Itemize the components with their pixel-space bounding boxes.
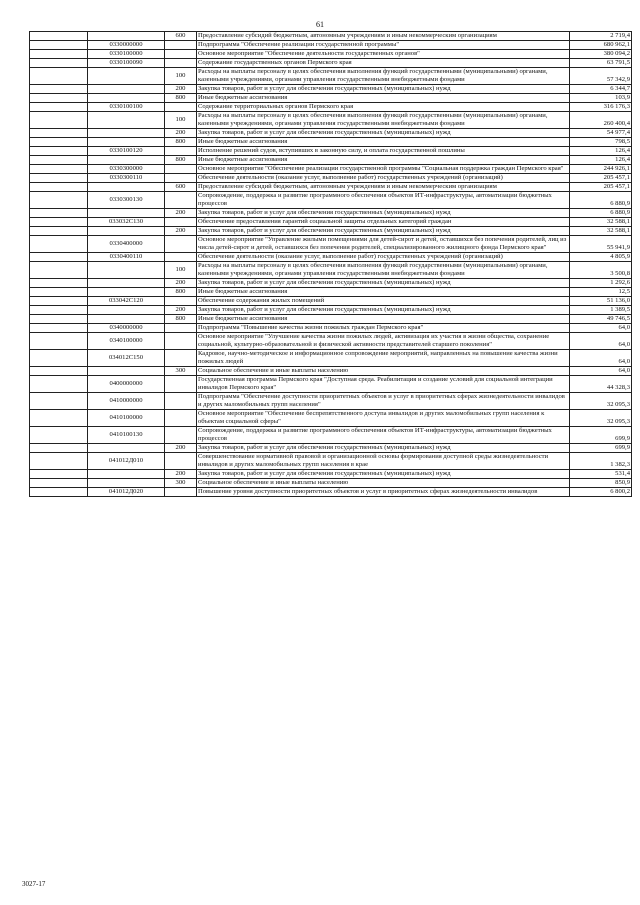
item-name-cell: Обеспечение деятельности (оказание услуг, выполнение работ) государственных учреждений (организаций) (197, 174, 570, 183)
target-code-cell (88, 156, 165, 165)
table-row (30, 156, 632, 165)
target-code-cell: 0410100130 (88, 427, 165, 444)
item-name-cell: Закупка товаров, работ и услуг для обеспечения государственных (муниципальных) нужд (197, 209, 570, 218)
item-name-cell: Основное мероприятие "Улучшение качества жизни пожилых людей, активизация их участия в жизни общества, сохранение социальной, культурно-образовательной и физической активности представителей старшего поколения" (197, 333, 570, 350)
target-code-cell (88, 129, 165, 138)
blank-cell (30, 324, 88, 333)
table-row (30, 85, 632, 94)
target-code-cell (88, 315, 165, 324)
blank-cell (30, 165, 88, 174)
amount-cell: 2 719,4 (570, 32, 632, 41)
footer-code: 3027-17 (22, 880, 46, 888)
target-code-cell: 0330400110 (88, 253, 165, 262)
table-row (30, 470, 632, 479)
table-row (30, 262, 632, 279)
item-name-cell: Государственная программа Пермского края "Доступная среда. Реабилитация и создание условий для социальной интеграции инвалидов Пермского края" (197, 376, 570, 393)
item-name-cell: Иные бюджетные ассигнования (197, 138, 570, 147)
amount-cell: 54 977,4 (570, 129, 632, 138)
target-code-cell: 041012Д020 (88, 488, 165, 497)
blank-cell (30, 94, 88, 103)
amount-cell: 205 457,1 (570, 183, 632, 192)
blank-cell (30, 85, 88, 94)
expense-kind-cell: 100 (165, 112, 197, 129)
amount-cell: 4 805,9 (570, 253, 632, 262)
target-code-cell: 0330100100 (88, 103, 165, 112)
amount-cell: 6 344,7 (570, 85, 632, 94)
item-name-cell: Подпрограмма "Обеспечение доступности приоритетных объектов и услуг в приоритетных сферах жизнедеятельности инвалидов и других маломобильных групп населения" (197, 393, 570, 410)
amount-cell: 32 095,3 (570, 410, 632, 427)
expense-kind-cell (165, 393, 197, 410)
target-code-cell (88, 85, 165, 94)
blank-cell (30, 32, 88, 41)
table-row (30, 427, 632, 444)
item-name-cell: Содержание территориальных органов Пермского края (197, 103, 570, 112)
amount-cell: 64,0 (570, 367, 632, 376)
table-row (30, 488, 632, 497)
amount-cell: 51 136,0 (570, 297, 632, 306)
item-name-cell: Иные бюджетные ассигнования (197, 288, 570, 297)
blank-cell (30, 156, 88, 165)
expense-kind-cell (165, 453, 197, 470)
expense-kind-cell: 800 (165, 94, 197, 103)
target-code-cell: 0330400000 (88, 236, 165, 253)
blank-cell (30, 183, 88, 192)
target-code-cell (88, 209, 165, 218)
table-row (30, 183, 632, 192)
table-row (30, 253, 632, 262)
item-name-cell: Социальное обеспечение и иные выплаты населению (197, 479, 570, 488)
amount-cell: 850,9 (570, 479, 632, 488)
target-code-cell (88, 367, 165, 376)
table-row (30, 103, 632, 112)
item-name-cell: Расходы на выплаты персоналу в целях обеспечения выполнения функций государственными (муниципальными) органами, казенными учреждениями, органами управления государственными внебюджетными фондами (197, 112, 570, 129)
item-name-cell: Иные бюджетные ассигнования (197, 156, 570, 165)
blank-cell (30, 192, 88, 209)
target-code-cell: 0340100000 (88, 333, 165, 350)
target-code-cell (88, 32, 165, 41)
amount-cell: 6 880,9 (570, 192, 632, 209)
blank-cell (30, 393, 88, 410)
blank-cell (30, 112, 88, 129)
item-name-cell: Обеспечение деятельности (оказание услуг, выполнение работ) государственных учреждений (организаций) (197, 253, 570, 262)
target-code-cell: 033032С130 (88, 218, 165, 227)
item-name-cell: Предоставление субсидий бюджетным, автономным учреждениям и иным некоммерческим организациям (197, 32, 570, 41)
table-row (30, 288, 632, 297)
item-name-cell: Основное мероприятие "Обеспечение деятельности государственных органов" (197, 50, 570, 59)
expense-kind-cell (165, 324, 197, 333)
expense-kind-cell: 600 (165, 183, 197, 192)
table-row (30, 393, 632, 410)
amount-cell: 64,0 (570, 324, 632, 333)
target-code-cell: 0330300000 (88, 165, 165, 174)
blank-cell (30, 262, 88, 279)
blank-cell (30, 297, 88, 306)
item-name-cell: Социальное обеспечение и иные выплаты населению (197, 367, 570, 376)
table-body (30, 32, 632, 497)
item-name-cell: Подпрограмма "Обеспечение реализации государственной программы" (197, 41, 570, 50)
target-code-cell: 0330100000 (88, 50, 165, 59)
blank-cell (30, 103, 88, 112)
blank-cell (30, 236, 88, 253)
amount-cell: 316 176,3 (570, 103, 632, 112)
table-row (30, 324, 632, 333)
amount-cell: 380 094,2 (570, 50, 632, 59)
target-code-cell: 0330300130 (88, 192, 165, 209)
item-name-cell: Иные бюджетные ассигнования (197, 94, 570, 103)
page-number: 61 (316, 20, 324, 29)
target-code-cell: 034012С150 (88, 350, 165, 367)
table-row (30, 479, 632, 488)
blank-cell (30, 147, 88, 156)
target-code-cell (88, 470, 165, 479)
table-row (30, 32, 632, 41)
blank-cell (30, 68, 88, 85)
target-code-cell: 041012Д010 (88, 453, 165, 470)
amount-cell: 32 588,1 (570, 218, 632, 227)
expense-kind-cell (165, 427, 197, 444)
item-name-cell: Закупка товаров, работ и услуг для обеспечения государственных (муниципальных) нужд (197, 85, 570, 94)
table-row (30, 147, 632, 156)
amount-cell: 64,0 (570, 350, 632, 367)
target-code-cell (88, 183, 165, 192)
amount-cell: 205 457,1 (570, 174, 632, 183)
target-code-cell: 0330300110 (88, 174, 165, 183)
blank-cell (30, 227, 88, 236)
expense-kind-cell (165, 350, 197, 367)
amount-cell: 12,5 (570, 288, 632, 297)
amount-cell: 680 962,1 (570, 41, 632, 50)
table-row (30, 453, 632, 470)
amount-cell: 64,0 (570, 333, 632, 350)
amount-cell: 126,4 (570, 147, 632, 156)
amount-cell: 55 941,9 (570, 236, 632, 253)
amount-cell: 3 500,8 (570, 262, 632, 279)
expense-kind-cell: 100 (165, 68, 197, 85)
amount-cell: 63 791,5 (570, 59, 632, 68)
expense-kind-cell (165, 103, 197, 112)
blank-cell (30, 288, 88, 297)
expense-kind-cell: 200 (165, 306, 197, 315)
expense-kind-cell (165, 376, 197, 393)
target-code-cell (88, 444, 165, 453)
expense-kind-cell: 300 (165, 479, 197, 488)
table-row (30, 174, 632, 183)
expense-kind-cell (165, 236, 197, 253)
amount-cell: 1 389,5 (570, 306, 632, 315)
expense-kind-cell: 800 (165, 315, 197, 324)
item-name-cell: Подпрограмма "Повышение качества жизни пожилых граждан Пермского края" (197, 324, 570, 333)
amount-cell: 126,4 (570, 156, 632, 165)
expense-kind-cell: 200 (165, 85, 197, 94)
target-code-cell: 0330000000 (88, 41, 165, 50)
blank-cell (30, 410, 88, 427)
blank-cell (30, 129, 88, 138)
item-name-cell: Основное мероприятие "Обеспечение реализации государственной программы "Социальная поддержка граждан Пермского края" (197, 165, 570, 174)
item-name-cell: Повышение уровня доступности приоритетных объектов и услуг в приоритетных сферах жизнедеятельности инвалидов (197, 488, 570, 497)
amount-cell: 32 588,1 (570, 227, 632, 236)
amount-cell: 57 342,9 (570, 68, 632, 85)
target-code-cell: 0410100000 (88, 410, 165, 427)
amount-cell: 531,4 (570, 470, 632, 479)
blank-cell (30, 174, 88, 183)
table-row (30, 444, 632, 453)
table-row (30, 94, 632, 103)
budget-table (29, 31, 632, 497)
item-name-cell: Предоставление субсидий бюджетным, автономным учреждениям и иным некоммерческим организациям (197, 183, 570, 192)
amount-cell: 244 926,1 (570, 165, 632, 174)
amount-cell: 798,5 (570, 138, 632, 147)
expense-kind-cell (165, 297, 197, 306)
amount-cell: 1 382,3 (570, 453, 632, 470)
table-row (30, 218, 632, 227)
blank-cell (30, 333, 88, 350)
blank-cell (30, 59, 88, 68)
target-code-cell (88, 288, 165, 297)
target-code-cell (88, 227, 165, 236)
blank-cell (30, 470, 88, 479)
item-name-cell: Расходы на выплаты персоналу в целях обеспечения выполнения функций государственными (муниципальными) органами, казенными учреждениями, органами управления государственными внебюджетными фондами (197, 262, 570, 279)
blank-cell (30, 41, 88, 50)
table-row (30, 297, 632, 306)
amount-cell: 260 400,4 (570, 112, 632, 129)
table-row (30, 112, 632, 129)
target-code-cell: 033042С120 (88, 297, 165, 306)
amount-cell: 6 880,9 (570, 209, 632, 218)
expense-kind-cell (165, 192, 197, 209)
blank-cell (30, 253, 88, 262)
blank-cell (30, 376, 88, 393)
blank-cell (30, 306, 88, 315)
blank-cell (30, 453, 88, 470)
expense-kind-cell: 100 (165, 262, 197, 279)
table-row (30, 165, 632, 174)
table-row (30, 129, 632, 138)
expense-kind-cell: 800 (165, 156, 197, 165)
item-name-cell: Исполнение решений судов, вступивших в законную силу, и оплата государственной пошлины (197, 147, 570, 156)
item-name-cell: Закупка товаров, работ и услуг для обеспечения государственных (муниципальных) нужд (197, 470, 570, 479)
table-row (30, 306, 632, 315)
blank-cell (30, 218, 88, 227)
expense-kind-cell: 200 (165, 279, 197, 288)
expense-kind-cell: 800 (165, 288, 197, 297)
table-row (30, 367, 632, 376)
blank-cell (30, 444, 88, 453)
expense-kind-cell: 800 (165, 138, 197, 147)
item-name-cell: Сопровождение, поддержка и развитие программного обеспечения объектов ИТ-инфраструктуры, автоматизации бюджетных процессов (197, 192, 570, 209)
expense-kind-cell: 200 (165, 129, 197, 138)
amount-cell: 103,9 (570, 94, 632, 103)
blank-cell (30, 209, 88, 218)
table-row (30, 209, 632, 218)
target-code-cell (88, 306, 165, 315)
table-row (30, 279, 632, 288)
expense-kind-cell (165, 410, 197, 427)
table-row (30, 376, 632, 393)
expense-kind-cell: 600 (165, 32, 197, 41)
table-row (30, 410, 632, 427)
target-code-cell: 0330100120 (88, 147, 165, 156)
table-row (30, 68, 632, 85)
table-row (30, 315, 632, 324)
expense-kind-cell (165, 41, 197, 50)
target-code-cell: 0340000000 (88, 324, 165, 333)
item-name-cell: Закупка товаров, работ и услуг для обеспечения государственных (муниципальных) нужд (197, 306, 570, 315)
expense-kind-cell: 200 (165, 444, 197, 453)
target-code-cell (88, 138, 165, 147)
table-row (30, 41, 632, 50)
blank-cell (30, 138, 88, 147)
item-name-cell: Кадровое, научно-методическое и информационное сопровождение мероприятий, направленных на повышение качества жизни пожилых людей (197, 350, 570, 367)
expense-kind-cell (165, 253, 197, 262)
blank-cell (30, 488, 88, 497)
item-name-cell: Основное мероприятие "Обеспечение беспрепятственного доступа инвалидов и других маломобильных групп населения к объектам социальной сферы" (197, 410, 570, 427)
blank-cell (30, 427, 88, 444)
expense-kind-cell (165, 488, 197, 497)
table-row (30, 59, 632, 68)
target-code-cell (88, 279, 165, 288)
item-name-cell: Основное мероприятие "Управление жилыми помещениями для детей-сирот и детей, оставшихся без попечения родителей, лиц из числа детей-сирот и детей, оставшихся без попечения родителей, специализированного жилищного фонда Пермского края" (197, 236, 570, 253)
amount-cell: 32 095,3 (570, 393, 632, 410)
blank-cell (30, 315, 88, 324)
target-code-cell (88, 479, 165, 488)
item-name-cell: Расходы на выплаты персоналу в целях обеспечения выполнения функций государственными (муниципальными) органами, казенными учреждениями, органами управления государственными внебюджетными фондами (197, 68, 570, 85)
item-name-cell: Закупка товаров, работ и услуг для обеспечения государственных (муниципальных) нужд (197, 227, 570, 236)
blank-cell (30, 50, 88, 59)
item-name-cell: Закупка товаров, работ и услуг для обеспечения государственных (муниципальных) нужд (197, 279, 570, 288)
expense-kind-cell (165, 50, 197, 59)
expense-kind-cell (165, 218, 197, 227)
table-row (30, 227, 632, 236)
table-row (30, 333, 632, 350)
target-code-cell (88, 262, 165, 279)
amount-cell: 1 292,6 (570, 279, 632, 288)
table-row (30, 350, 632, 367)
item-name-cell: Обеспечение предоставления гарантий социальной защиты отдельных категорий граждан (197, 218, 570, 227)
amount-cell: 6 800,2 (570, 488, 632, 497)
blank-cell (30, 367, 88, 376)
amount-cell: 49 746,5 (570, 315, 632, 324)
target-code-cell (88, 94, 165, 103)
expense-kind-cell: 200 (165, 470, 197, 479)
table-row (30, 138, 632, 147)
item-name-cell: Содержание государственных органов Пермского края (197, 59, 570, 68)
item-name-cell: Совершенствование нормативной правовой и организационной основы формирования доступной среды жизнедеятельности инвалидов и других маломобильных групп населения в крае (197, 453, 570, 470)
expense-kind-cell (165, 174, 197, 183)
expense-kind-cell (165, 147, 197, 156)
target-code-cell (88, 68, 165, 85)
amount-cell: 699,9 (570, 444, 632, 453)
table-row (30, 192, 632, 209)
expense-kind-cell: 300 (165, 367, 197, 376)
blank-cell (30, 350, 88, 367)
target-code-cell: 0400000000 (88, 376, 165, 393)
amount-cell: 699,9 (570, 427, 632, 444)
blank-cell (30, 279, 88, 288)
item-name-cell: Закупка товаров, работ и услуг для обеспечения государственных (муниципальных) нужд (197, 129, 570, 138)
expense-kind-cell (165, 165, 197, 174)
target-code-cell: 0330100090 (88, 59, 165, 68)
amount-cell: 44 328,3 (570, 376, 632, 393)
item-name-cell: Закупка товаров, работ и услуг для обеспечения государственных (муниципальных) нужд (197, 444, 570, 453)
expense-kind-cell (165, 59, 197, 68)
item-name-cell: Обеспечение содержания жилых помещений (197, 297, 570, 306)
expense-kind-cell: 200 (165, 227, 197, 236)
table-row (30, 236, 632, 253)
item-name-cell: Сопровождение, поддержка и развитие программного обеспечения объектов ИТ-инфраструктуры, автоматизации бюджетных процессов (197, 427, 570, 444)
blank-cell (30, 479, 88, 488)
target-code-cell (88, 112, 165, 129)
expense-kind-cell (165, 333, 197, 350)
expense-kind-cell: 200 (165, 209, 197, 218)
item-name-cell: Иные бюджетные ассигнования (197, 315, 570, 324)
table-row (30, 50, 632, 59)
target-code-cell: 0410000000 (88, 393, 165, 410)
